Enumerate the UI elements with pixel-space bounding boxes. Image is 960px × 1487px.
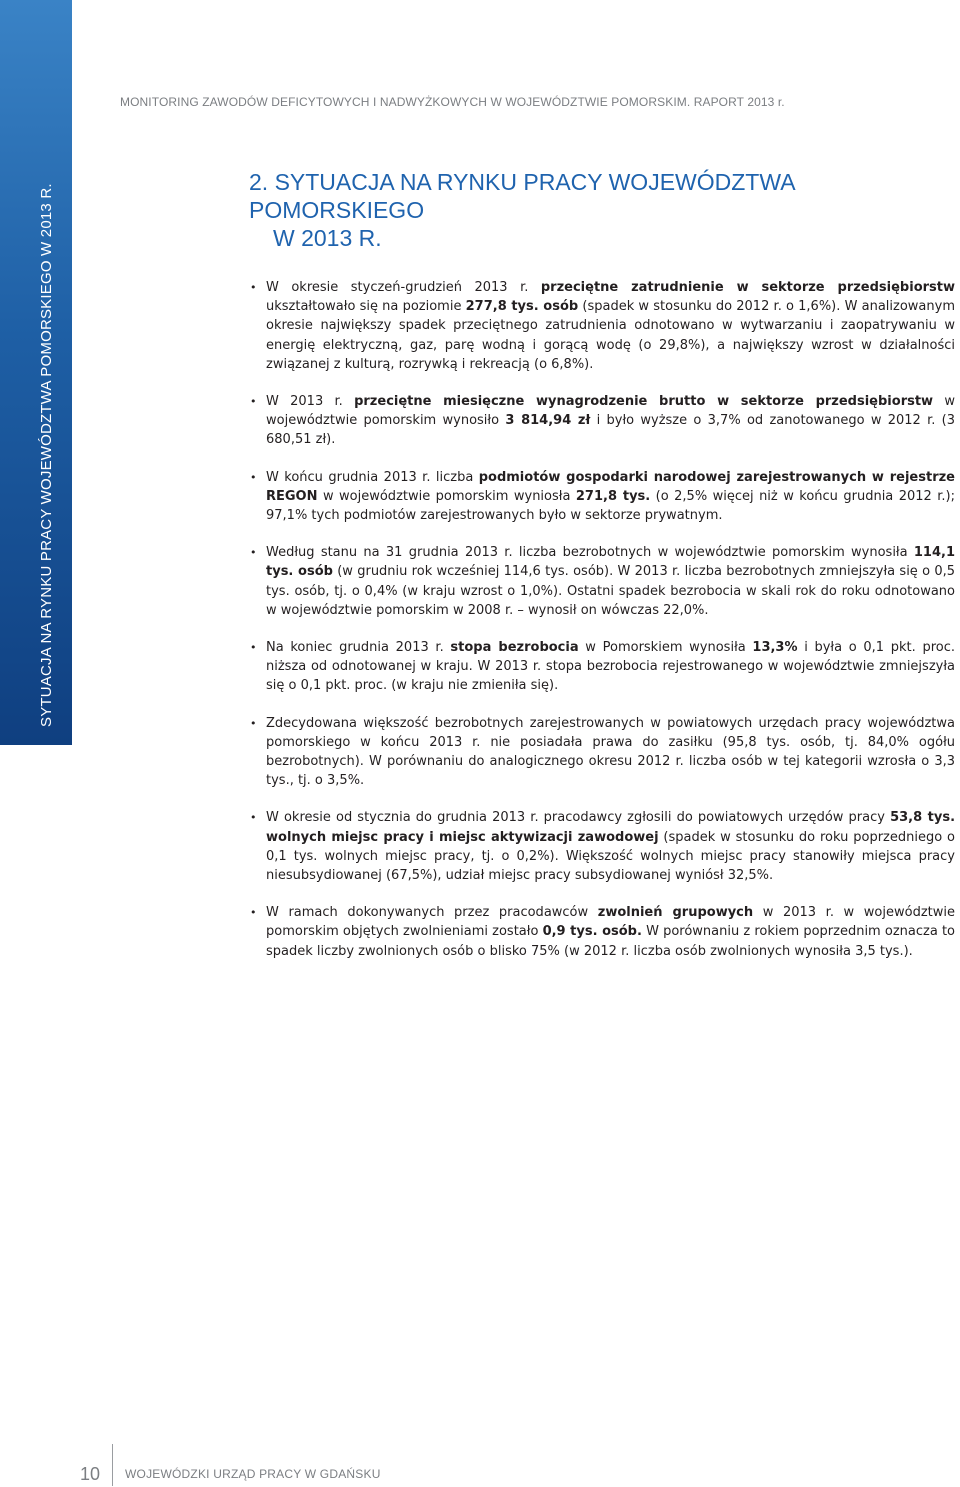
paragraph-text: w Pomorskiem wynosiła [578,640,753,656]
paragraph-text: W 2013 r. [266,394,355,410]
bold-text: 3 814,94 zł [505,413,591,429]
paragraph-text: i była o 0,1 pkt. proc. niższa od odnotowanej w kraju. W 2013 r. stopa bezrobocia rejestrowanego w województwie zmniejszyła się o 0,1 pkt. proc. (w kraju nie zmieniła się). [266,640,955,694]
paragraph-text: W porównaniu z rokiem poprzednim oznacza to spadek liczby zwolnionych osób o blisko 75% (w 2012 r. liczba osób zwolnionych wynosiła 3,5 tys.). [266,924,955,959]
bold-text: przeciętne miesięczne wynagrodzenie brutto w sektorze przedsiębiorstw [354,394,934,410]
bullet-marker: • [250,546,257,560]
section-title-line1: 2. SYTUACJA NA RYNKU PRACY WOJEWÓDZTWA POMORSKIEGO [249,169,795,223]
sidebar-vertical-title: SYTUACJA NA RYNKU PRACY WOJEWÓDZTWA POMORSKIEGO W 2013 R. [38,183,55,727]
paragraph-text: W końcu grudnia 2013 r. liczba [266,469,479,485]
bullet-item [249,543,955,620]
section-title-line2: W 2013 R. [273,225,382,251]
bullet-list [249,278,955,979]
sidebar-band [0,0,72,745]
bold-text: 0,9 tys. osób. [542,924,642,940]
paragraph-text: w województwie pomorskim wynosiło [266,394,955,429]
bullet-item [249,903,955,961]
bold-text: przeciętne zatrudnienie w sektorze przedsiębiorstw [540,280,955,295]
bullet-marker: • [250,811,257,825]
bold-text: 114,1 tys. osób [266,545,955,580]
section-title [249,168,929,252]
paragraph-text: (spadek w stosunku do 2012 r. o 1,6%). W analizowanym okresie największy spadek przeciętnego zatrudnienia odnotowano w wytwarzaniu i zaopatrywaniu w energię elektryczną, gaz, parę wodną i gorącą wodę (o 29,8%), a największy wzrost w działalności związanej z kulturą, rozrywką i rekreacją (o 6,8%). [266,299,955,372]
bold-text: 13,3% [752,640,798,656]
bullet-item [249,714,955,791]
bullet-marker: • [250,906,257,920]
bold-text: 53,8 tys. wolnych miejsc pracy i miejsc aktywizacji zawodowej [266,810,956,845]
paragraph-text: ukształtowało się na poziomie [266,299,466,315]
bold-text: 271,8 tys. [575,488,651,504]
page-footer [80,1462,381,1486]
paragraph-text: W okresie styczeń-grudzień 2013 r. [266,280,541,295]
paragraph-text: Zdecydowana większość bezrobotnych zarejestrowanych w powiatowych urzędach pracy województwa pomorskiego w końcu 2013 r. nie posiadała prawa do zasiłku (95,8 tys. osób, tj. 84,0% ogółu bezrobotnych). W porównaniu do analogicznego okresu 2012 r. liczba osób w tej kategorii wzrosła o 3,3 tys., tj. o 3,5%. [266,715,955,789]
paragraph-text: (w grudniu rok wcześniej 114,6 tys. osób). W 2013 r. liczba bezrobotnych zmniejszyła się o 0,5 tys. osób, tj. o 0,4% (w kraju wzrost o 1,0%). Ostatni spadek bezrobocia w skali rok do roku odnotowano w województwie pomorskim w 2008 r. – wynosił on wówczas 22,0%. [266,564,955,618]
bullet-marker: • [250,395,257,409]
bullet-item [249,468,955,526]
bullet-marker: • [250,641,257,655]
page-number: 10 [80,1464,101,1484]
paragraph-text: W ramach dokonywanych przez pracodawców [266,905,598,921]
footer-institution: WOJEWÓDZKI URZĄD PRACY W GDAŃSKU [125,1467,381,1481]
paragraph-text: (spadek w stosunku do roku poprzedniego o 0,1 tys. wolnych miejsc pracy, tj. o 0,2%). Większość wolnych miejsc pracy stanowiły miejsca pracy niesubsydiowanej (67,5%), udział miejsc pracy subsydiowanej wyniósł 32,5%. [266,829,955,884]
bullet-item [249,638,955,696]
bullet-marker: • [250,470,257,484]
bullet-marker: • [250,281,257,294]
paragraph-text: i było wyższe o 3,7% od zanotowanego w 2012 r. (3 680,51 zł). [266,413,956,448]
bold-text: podmiotów gospodarki narodowej zarejestrowanych w rejestrze REGON [266,469,955,504]
bold-text: 277,8 tys. osób [465,299,579,315]
bold-text: zwolnień grupowych [597,905,754,921]
bold-text: stopa bezrobocia [450,640,579,656]
running-header: MONITORING ZAWODÓW DEFICYTOWYCH I NADWYŻKOWYCH W WOJEWÓDZTWIE POMORSKIM. RAPORT 2013 r. [120,95,785,109]
bullet-item [249,392,955,450]
paragraph-text: W okresie od stycznia do grudnia 2013 r. pracodawcy zgłosili do powiatowych urzędów pracy [266,810,891,826]
bullet-item [249,808,955,885]
paragraph-text: w województwie pomorskim wyniosła [317,488,576,504]
paragraph-text: Według stanu na 31 grudnia 2013 r. liczba bezrobotnych w województwie pomorskim wynosiła [266,545,914,561]
paragraph-text: (o 2,5% więcej niż w końcu grudnia 2012 r.); 97,1% tych podmiotów zarejestrowanych było w sektorze prywatnym. [266,488,955,524]
bullet-marker: • [250,716,257,730]
paragraph-text: w 2013 r. w województwie pomorskim objętych zwolnieniami zostało [266,905,955,940]
bullet-item [249,278,955,374]
paragraph-text: Na koniec grudnia 2013 r. [266,640,451,656]
